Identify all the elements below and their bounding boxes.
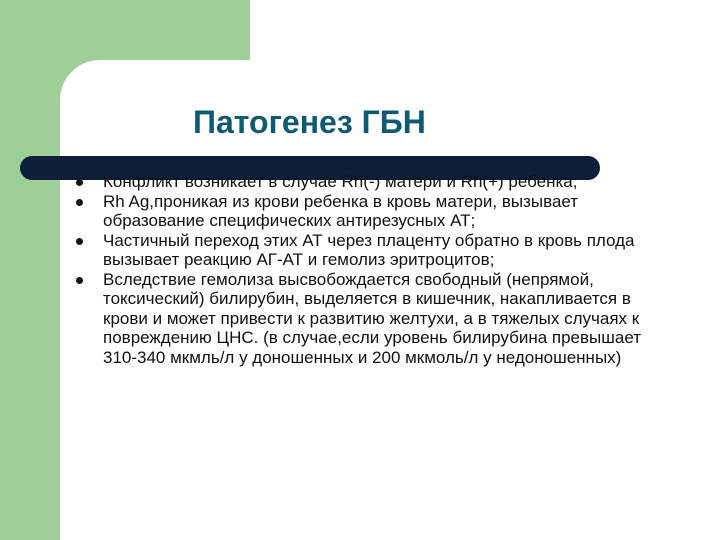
bullet-item <box>76 231 676 270</box>
bullet-text: Rh Ag,проникая из крови ребенка в кровь матери, вызывает образование специфических антирезусных АТ; <box>103 191 579 230</box>
slide-title: Патогенез ГБН <box>193 104 426 140</box>
bullet-dot-icon <box>76 277 83 284</box>
bullet-dot-icon <box>76 199 83 206</box>
bullet-item <box>76 172 676 192</box>
bullet-list <box>76 162 676 367</box>
decorative-green-strip <box>0 0 60 540</box>
bullet-text: Конфликт возникает в случае Rh(-) матери и Rh(+) ребенка; <box>103 172 578 191</box>
bullet-text: Частичный переход этих АТ через плаценту обратно в кровь плода вызывает реакцию АГ-АТ и гемолиз эритроцитов; <box>103 230 635 269</box>
bullet-dot-icon <box>76 238 83 245</box>
bullet-dot-icon <box>76 179 83 186</box>
bullet-text: Вследствие гемолиза высвобождается свободный (непрямой, токсический) билирубин, выделяется в кишечник, накапливается в крови и может привести к развитию желтухи, а в тяжелых случаях к повреждению ЦНС. (в случае,если уровень билирубина превышает 310-340 мкмль/л у доношенных и 200 мкмоль/л у недоношенных) <box>103 269 642 367</box>
bullet-item <box>76 270 676 368</box>
bullet-item <box>76 192 676 231</box>
